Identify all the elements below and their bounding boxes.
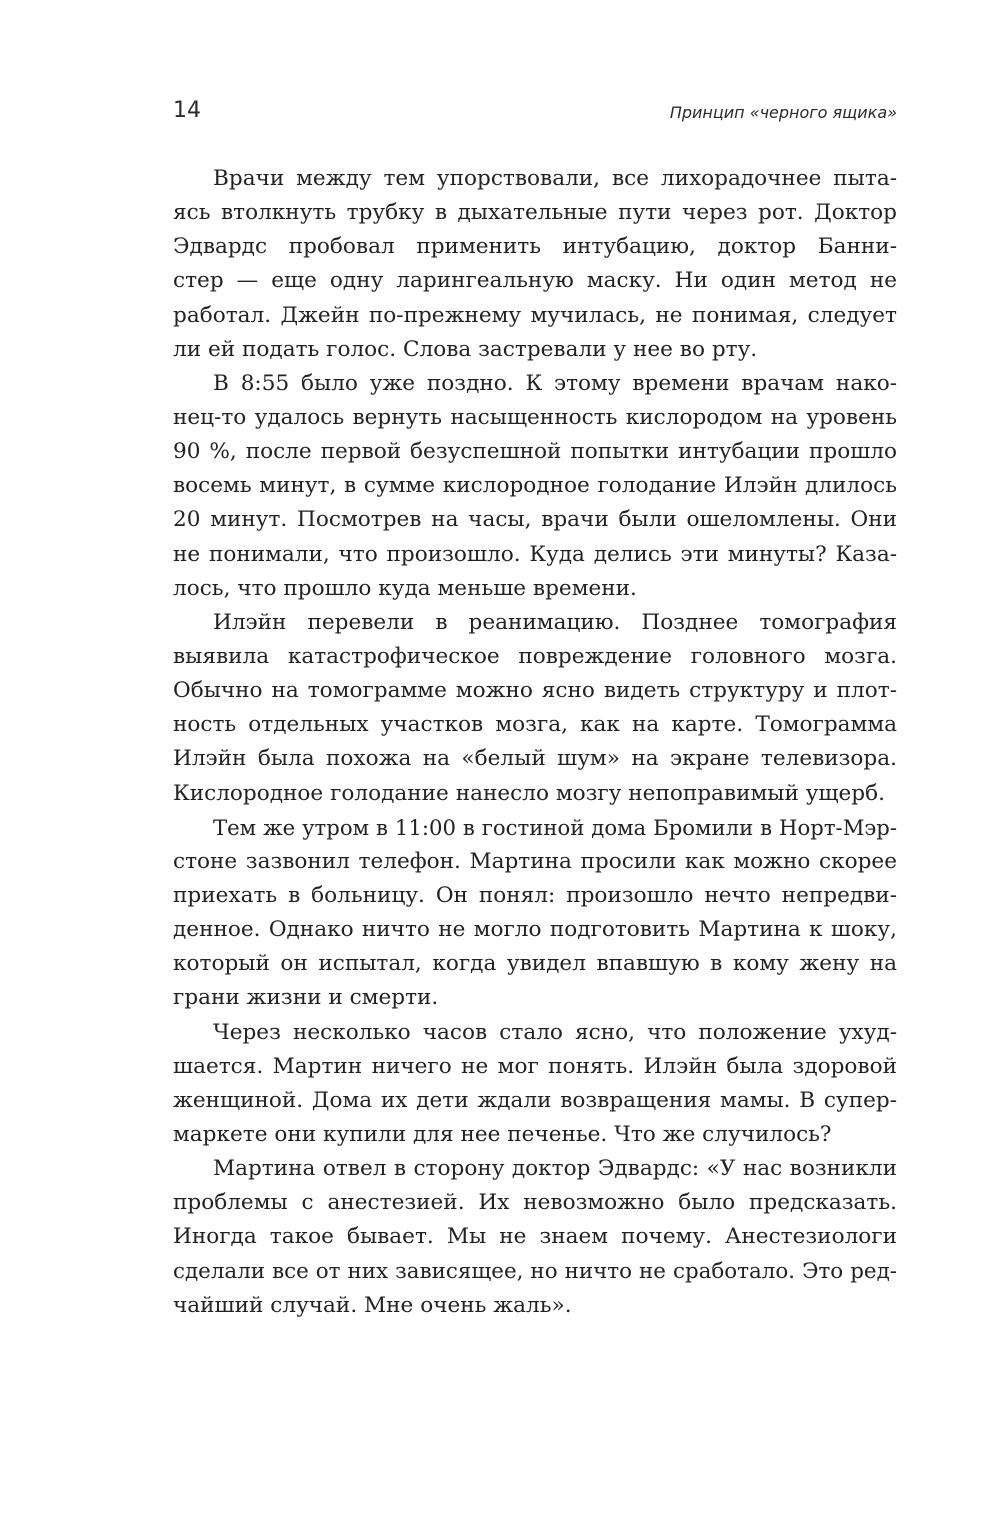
paragraph [173, 811, 897, 1016]
paragraph [173, 367, 897, 606]
text-line: выявила катастрофическое повреждение головного мозга. [173, 643, 897, 669]
text-line: ность отдельных участков мозга, как на карте. Томограмма [173, 712, 897, 738]
text-line: Кислородное голодание нанесло мозгу непоправимый ущерб. [173, 780, 885, 806]
text-line: работал. Джейн по-прежнему мучилась, не понимая, следует [173, 302, 897, 328]
text-line: стер — еще одну ларингеальную маску. Ни один метод не [173, 268, 897, 294]
text-line: Мартина отвел в сторону доктор Эдвардс: «У нас возникли [213, 1156, 897, 1182]
text-line: маркете они купили для нее печенье. Что же случилось? [173, 1121, 832, 1147]
text-line: не понимали, что произошло. Куда делись эти минуты? Каза- [173, 541, 897, 567]
text-line: стоне зазвонил телефон. Мартина просили как можно скорее [173, 848, 897, 874]
text-line: восемь минут, в сумме кислородное голодание Илэйн длилось [173, 473, 897, 499]
text-line: женщиной. Дома их дети ждали возвращения мамы. В супер- [173, 1087, 897, 1113]
text-line: грани жизни и смерти. [173, 985, 439, 1011]
text-line: денное. Однако ничто не могло подготовить Мартина к шоку, [173, 917, 897, 943]
text-line: нец-то удалось вернуть насыщенность кислородом на уровень [173, 404, 897, 430]
text-line: Через несколько часов стало ясно, что положение ухуд- [213, 1019, 897, 1045]
page-number: 14 [173, 98, 201, 123]
text-line: Илэйн была похожа на «белый шум» на экране телевизора. [173, 746, 897, 772]
text-line: Обычно на томограмме можно ясно видеть структуру и плот- [173, 678, 897, 704]
text-line: сделали все от них зависящее, но ничто не сработало. Это ред- [173, 1258, 897, 1284]
text-line: Эдвардс пробовал применить интубацию, доктор Банни- [173, 234, 897, 260]
text-line: ли ей подать голос. Слова застревали у нее во рту. [173, 336, 758, 362]
text-line: шается. Мартин ничего не мог понять. Илэйн была здоровой [173, 1053, 897, 1079]
text-line: 90 %, после первой безуспешной попытки интубации прошло [173, 439, 897, 465]
text-line: В 8:55 было уже поздно. К этому времени врачам нако- [213, 370, 897, 396]
text-line: Илэйн перевели в реанимацию. Позднее томография [213, 609, 897, 635]
text-line: 20 минут. Посмотрев на часы, врачи были ошеломлены. Они [173, 507, 897, 533]
paragraph [173, 1016, 897, 1153]
text-line: проблемы с анестезией. Их невозможно было предсказать. [173, 1190, 897, 1216]
paragraph [173, 606, 897, 811]
text-line: Иногда такое бывает. Мы не знаем почему. Анестезиологи [173, 1224, 897, 1250]
running-title: Принцип «черного ящика» [669, 103, 897, 122]
text-line: Врачи между тем упорствовали, все лихорадочнее пыта- [213, 166, 897, 191]
text-line: чайший случай. Мне очень жаль». [173, 1292, 572, 1318]
text-line: лось, что прошло куда меньше времени. [173, 575, 637, 601]
paragraph [173, 1152, 897, 1323]
body-text [173, 162, 897, 1323]
paragraph [173, 162, 897, 367]
text-line: Тем же утром в 11:00 в гостиной дома Бромили в Норт-Мэр- [213, 814, 897, 840]
text-line: ясь втолкнуть трубку в дыхательные пути через рот. Доктор [173, 200, 897, 226]
text-line: который он испытал, когда увидел впавшую в кому жену на [173, 951, 897, 977]
text-line: приехать в больницу. Он понял: произошло нечто непредви- [173, 882, 897, 908]
